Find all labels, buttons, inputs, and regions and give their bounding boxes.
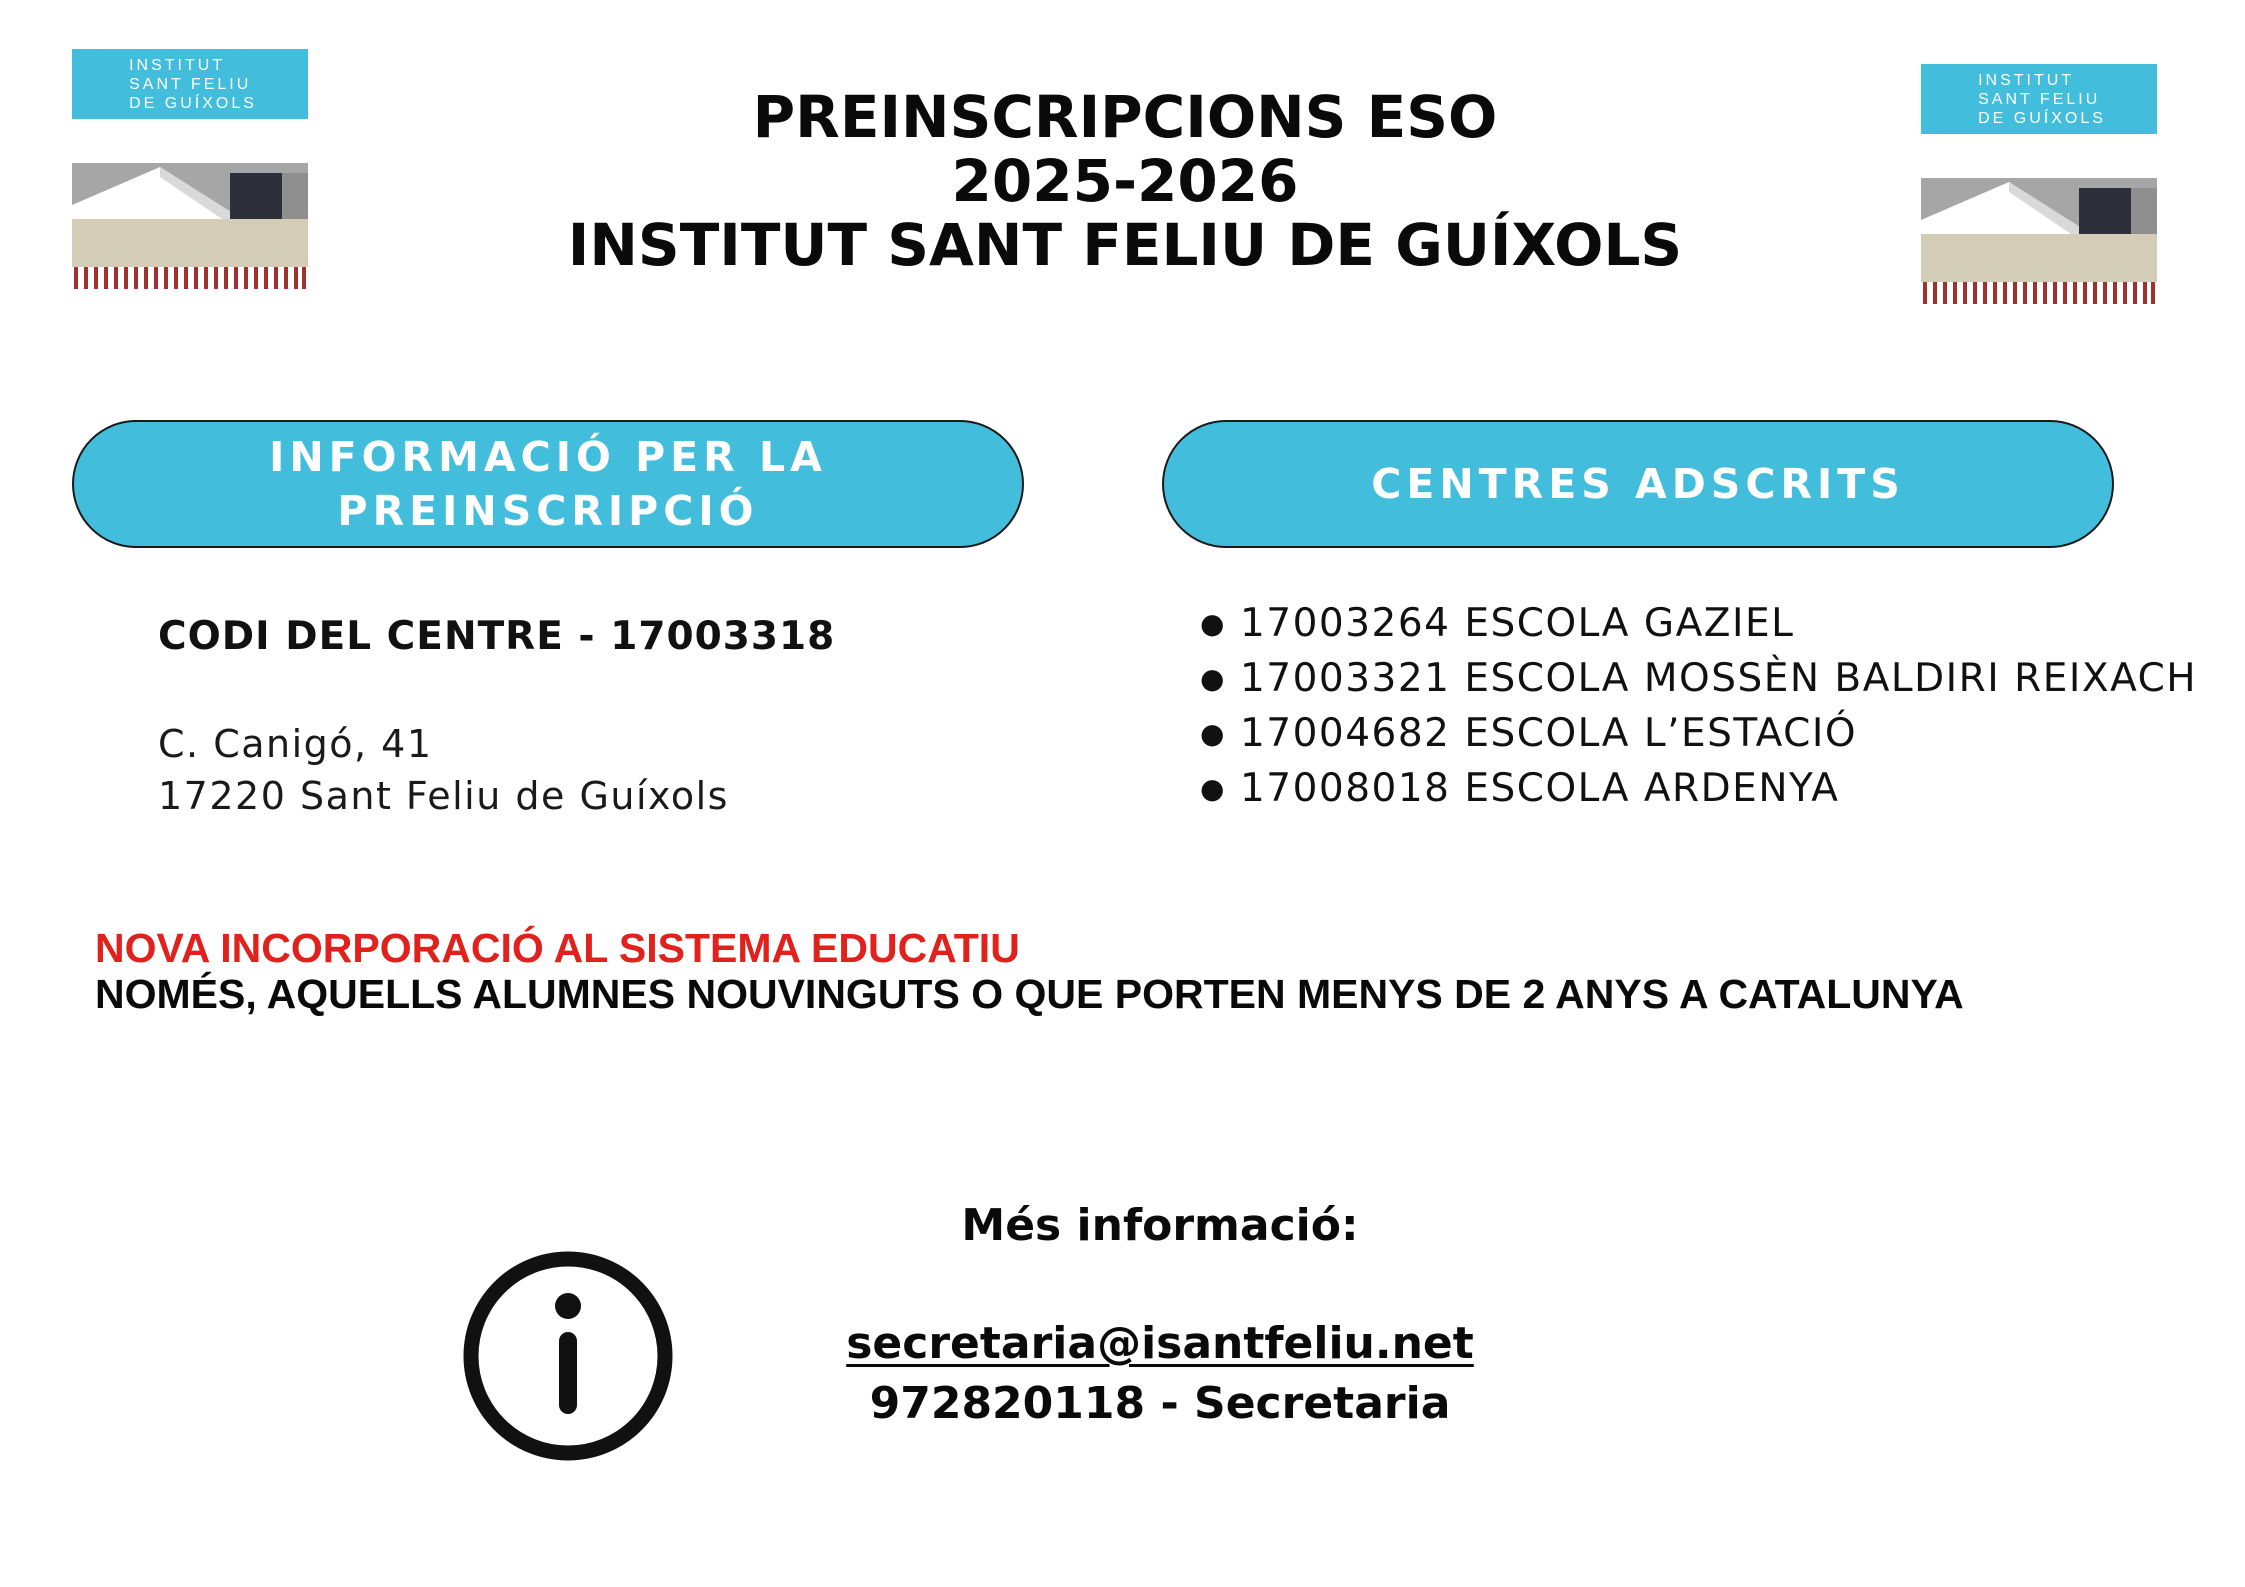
logo-left (72, 49, 308, 289)
email-link[interactable]: secretaria@isantfeliu.net (846, 1318, 1474, 1369)
logo-building-image (1921, 178, 2157, 304)
bullet-icon: ● (1200, 607, 1226, 640)
phone-number: 972820118 - Secretaria (869, 1378, 1451, 1429)
center-code: CODI DEL CENTRE - 17003318 (158, 614, 836, 659)
list-item (1200, 708, 2197, 763)
schools-header-pill (1162, 420, 2114, 548)
notice-text: NOMÉS, AQUELLS ALUMNES NOUVINGUTS O QUE PORTEN MENYS DE 2 ANYS A CATALUNYA (95, 971, 1964, 1017)
more-info-title: Més informació: (961, 1200, 1359, 1251)
school-label: 17003321 ESCOLA MOSSÈN BALDIRI REIXACH (1239, 656, 2198, 701)
info-header-pill (72, 420, 1024, 548)
title-line-2: 2025-2026 (951, 147, 1299, 215)
address (158, 718, 729, 822)
school-label: 17004682 ESCOLA L’ESTACIÓ (1239, 711, 1858, 756)
address-line-2: 17220 Sant Feliu de Guíxols (158, 774, 729, 818)
list-item (1200, 653, 2197, 708)
logo-building-image (72, 163, 308, 289)
logo-text-band (72, 49, 308, 119)
info-icon (462, 1250, 674, 1462)
bullet-icon: ● (1200, 717, 1226, 750)
logo-text-line: SANT FELIU (1978, 90, 2101, 108)
logo-text-line: DE GUÍXOLS (129, 94, 257, 112)
info-header-line-1: INFORMACIÓ PER LA (269, 433, 827, 481)
logo-text-line: INSTITUT (129, 56, 226, 74)
logo-right (1921, 64, 2157, 304)
logo-text-line: SANT FELIU (129, 75, 252, 93)
logo-text-line: DE GUÍXOLS (1978, 109, 2106, 127)
schools-list (1200, 598, 2197, 818)
address-line-1: C. Canigó, 41 (158, 722, 433, 766)
title-line-1: PREINSCRIPCIONS ESO (752, 83, 1498, 151)
list-item (1200, 598, 2197, 653)
schools-header: CENTRES ADSCRITS (1371, 460, 1905, 508)
bullet-icon: ● (1200, 772, 1226, 805)
school-label: 17008018 ESCOLA ARDENYA (1239, 766, 1840, 811)
bullet-icon: ● (1200, 662, 1226, 695)
info-header-line-2: PREINSCRIPCIÓ (337, 487, 759, 535)
notice-heading: NOVA INCORPORACIÓ AL SISTEMA EDUCATIU (95, 925, 1020, 971)
list-item (1200, 763, 2197, 818)
logo-text-band (1921, 64, 2157, 134)
logo-text-line: INSTITUT (1978, 71, 2075, 89)
title-line-3: INSTITUT SANT FELIU DE GUÍXOLS (567, 211, 1683, 279)
page-title (560, 85, 1690, 277)
school-label: 17003264 ESCOLA GAZIEL (1239, 601, 1795, 646)
